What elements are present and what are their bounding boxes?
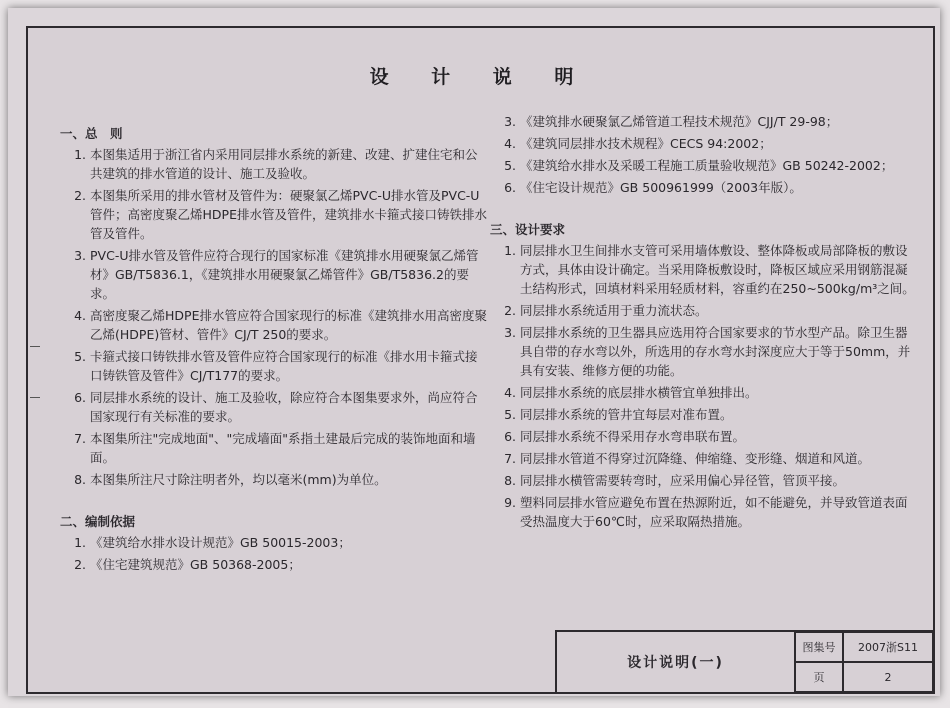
item-number: 3. xyxy=(74,248,86,263)
drawing-name: 设计说明(一) xyxy=(557,632,795,692)
item-text: 《建筑给水排水设计规范》GB 50015-2003； xyxy=(90,535,351,550)
item-text: 《建筑给水排水及采暖工程施工质量验收规范》GB 50242-2002； xyxy=(520,158,894,173)
list-item xyxy=(490,449,918,468)
item-text: 卡箍式接口铸铁排水管及管件应符合国家现行的标准《排水用卡箍式接口铸铁管及管件》CJ/T177的要求。 xyxy=(90,349,478,383)
title-block-grid xyxy=(795,632,933,692)
basis-list-continued xyxy=(490,112,918,197)
item-text: 同层排水系统适用于重力流状态。 xyxy=(520,303,708,318)
item-number: 6. xyxy=(74,390,86,405)
item-number: 5. xyxy=(74,349,86,364)
item-number: 6. xyxy=(504,180,516,195)
drawing-sheet xyxy=(26,26,935,694)
item-text: 同层排水管道不得穿过沉降缝、伸缩缝、变形缝、烟道和风道。 xyxy=(520,451,871,466)
item-text: 《建筑同层排水技术规程》CECS 94:2002； xyxy=(520,136,772,151)
item-number: 6. xyxy=(504,429,516,444)
left-column xyxy=(60,120,488,577)
list-item xyxy=(490,156,918,175)
section-heading-general: 一、总 则 xyxy=(60,126,123,141)
item-text: 同层排水系统的管井宜每层对准布置。 xyxy=(520,407,733,422)
list-item xyxy=(60,533,488,552)
item-text: 同层排水系统不得采用存水弯串联布置。 xyxy=(520,429,746,444)
list-item xyxy=(60,388,488,426)
list-item xyxy=(490,241,918,298)
atlas-number-label: 图集号 xyxy=(795,632,843,662)
item-number: 3. xyxy=(504,114,516,129)
item-text: 《住宅建筑规范》GB 50368-2005； xyxy=(90,557,301,572)
item-text: 同层排水系统的卫生器具应选用符合国家要求的节水型产品。除卫生器具自带的存水弯以外，所选用的存水弯水封深度应大于等于50mm，并具有安装、维修方便的功能。 xyxy=(520,325,911,378)
item-text: 同层排水系统的设计、施工及验收，除应符合本图集要求外，尚应符合国家现行有关标准的要求。 xyxy=(90,390,478,424)
list-item xyxy=(60,555,488,574)
item-text: 高密度聚乙烯HDPE排水管应符合国家现行的标准《建筑排水用高密度聚乙烯(HDPE)管材、管件》CJ/T 250的要求。 xyxy=(90,308,487,342)
list-item xyxy=(490,493,918,531)
section-heading-requirements: 三、设计要求 xyxy=(490,222,566,237)
list-item xyxy=(490,178,918,197)
list-item xyxy=(60,306,488,344)
item-number: 8. xyxy=(74,472,86,487)
item-number: 7. xyxy=(504,451,516,466)
list-item xyxy=(490,427,918,446)
item-number: 5. xyxy=(504,158,516,173)
list-item xyxy=(60,347,488,385)
page-number: 2 xyxy=(843,662,933,692)
item-text: 同层排水横管需要转弯时，应采用偏心异径管，管顶平接。 xyxy=(520,473,846,488)
list-item xyxy=(60,186,488,243)
section-heading-basis: 二、编制依据 xyxy=(60,514,136,529)
item-text: 本图集所采用的排水管材及管件为：硬聚氯乙烯PVC-U排水管及PVC-U管件；高密度聚乙烯HDPE排水管及管件，建筑排水卡箍式接口铸铁排水管及管件。 xyxy=(90,188,487,241)
item-number: 2. xyxy=(74,188,86,203)
title-block xyxy=(555,630,935,694)
list-item xyxy=(490,134,918,153)
item-number: 1. xyxy=(74,535,86,550)
item-text: 本图集适用于浙江省内采用同层排水系统的新建、改建、扩建住宅和公共建筑的排水管道的设计、施工及验收。 xyxy=(90,147,478,181)
list-item xyxy=(60,429,488,467)
list-item xyxy=(490,471,918,490)
item-number: 4. xyxy=(504,385,516,400)
item-text: 本图集所注尺寸除注明者外，均以毫米(mm)为单位。 xyxy=(90,472,387,487)
item-text: 《住宅设计规范》GB 500961999（2003年版）。 xyxy=(520,180,802,195)
item-text: PVC-U排水管及管件应符合现行的国家标准《建筑排水用硬聚氯乙烯管材》GB/T5836.1，《建筑排水用硬聚氯乙烯管件》GB/T5836.2的要求。 xyxy=(90,248,479,301)
binding-margin-mark xyxy=(30,346,40,398)
item-text: 塑料同层排水管应避免布置在热源附近，如不能避免，并导致管道表面受热温度大于60℃时，应采取隔热措施。 xyxy=(520,495,908,529)
photo-frame xyxy=(8,8,940,696)
item-text: 同层排水系统的底层排水横管宜单独排出。 xyxy=(520,385,758,400)
list-item xyxy=(60,470,488,489)
list-item xyxy=(490,405,918,424)
list-item xyxy=(60,246,488,303)
general-list xyxy=(60,145,488,489)
item-number: 7. xyxy=(74,431,86,446)
page-label: 页 xyxy=(795,662,843,692)
item-number: 9. xyxy=(504,495,516,510)
item-number: 1. xyxy=(504,243,516,258)
requirements-list xyxy=(490,241,918,531)
item-text: 本图集所注"完成地面"、"完成墙面"系指土建最后完成的装饰地面和墙面。 xyxy=(90,431,476,465)
page-title: 设 计 说 明 xyxy=(369,66,592,88)
item-number: 4. xyxy=(74,308,86,323)
item-number: 2. xyxy=(74,557,86,572)
list-item xyxy=(490,301,918,320)
list-item xyxy=(490,112,918,131)
right-column xyxy=(490,112,918,534)
basis-list xyxy=(60,533,488,574)
item-number: 1. xyxy=(74,147,86,162)
item-number: 4. xyxy=(504,136,516,151)
list-item xyxy=(490,383,918,402)
item-number: 3. xyxy=(504,325,516,340)
item-number: 5. xyxy=(504,407,516,422)
item-number: 8. xyxy=(504,473,516,488)
item-text: 《建筑排水硬聚氯乙烯管道工程技术规范》CJJ/T 29-98； xyxy=(520,114,839,129)
list-item xyxy=(490,323,918,380)
item-text: 同层排水卫生间排水支管可采用墙体敷设、整体降板或局部降板的敷设方式，具体由设计确定。当采用降板敷设时，降板区域应采用钢筋混凝土结构形式，回填材料采用轻质材料，容重约在250~500kg/m³之间。 xyxy=(520,243,915,296)
list-item xyxy=(60,145,488,183)
item-number: 2. xyxy=(504,303,516,318)
atlas-number: 2007浙S11 xyxy=(843,632,933,662)
